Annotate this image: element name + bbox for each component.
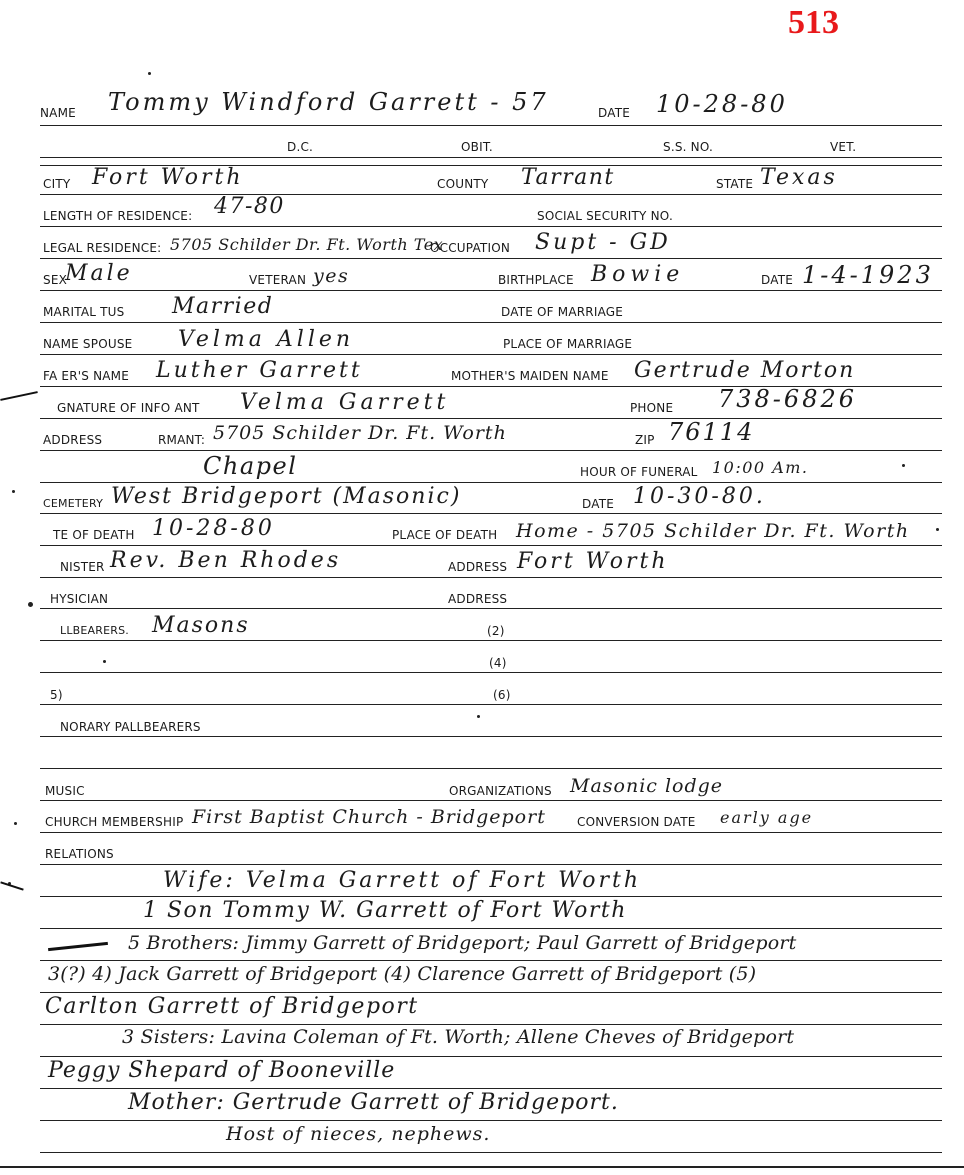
occupation-value: Supt - GD: [535, 230, 671, 255]
relation-line: 3 Sisters: Lavina Coleman of Ft. Worth; Allene Cheves of Bridgeport: [122, 1026, 795, 1048]
zip-value: 76114: [668, 418, 755, 446]
chapel-value: Chapel: [203, 452, 298, 480]
birth-date-label: DATE: [761, 273, 794, 287]
city-label: CITY: [43, 177, 71, 191]
mothers-maiden-name-label: MOTHER'S MAIDEN NAME: [451, 369, 609, 383]
page-number: 513: [788, 4, 839, 41]
spouse-label: NAME SPOUSE: [43, 337, 133, 351]
church-membership-label: CHURCH MEMBERSHIP: [45, 815, 184, 829]
obit-label: OBIT.: [461, 140, 493, 154]
funeral-date-value: 10-30-80.: [633, 484, 766, 509]
conversion-date-label: CONVERSION DATE: [577, 815, 696, 829]
relation-line: Mother: Gertrude Garrett of Bridgeport.: [128, 1090, 619, 1115]
fathers-name-label: FA ER'S NAME: [43, 369, 129, 383]
conversion-date-value: early age: [720, 808, 814, 827]
minister-address-label: ADDRESS: [448, 560, 508, 574]
zip-label: ZIP: [635, 433, 655, 447]
informant-address-value: 5705 Schilder Dr. Ft. Worth: [213, 422, 507, 444]
occupation-label: OCCUPATION: [430, 241, 511, 255]
relations-label: RELATIONS: [45, 847, 114, 861]
ss-no-label: S.S. NO.: [663, 140, 714, 154]
pallbearer-6-label: (6): [493, 688, 511, 702]
sex-value: Male: [65, 261, 133, 286]
relation-line: 1 Son Tommy W. Garrett of Fort Worth: [143, 898, 627, 923]
veteran-label: VETERAN: [249, 273, 307, 287]
marital-status-label: MARITAL TUS: [43, 305, 125, 319]
father-value: Luther Garrett: [156, 358, 363, 383]
informant-label: RMANT:: [158, 433, 206, 447]
honorary-pallbearers-label: NORARY PALLBEARERS: [60, 720, 201, 734]
deceased-name: Tommy Windford Garrett - 57: [108, 88, 549, 116]
pallbearer-2-label: (2): [487, 624, 505, 638]
relation-line: Wife: Velma Garrett of Fort Worth: [163, 868, 642, 893]
phone-label: PHONE: [630, 401, 674, 415]
birthplace-value: Bowie: [591, 262, 685, 287]
name-label: NAME: [40, 106, 76, 120]
vet-label: VET.: [830, 140, 857, 154]
place-of-death-value: Home - 5705 Schilder Dr. Ft. Worth: [516, 520, 910, 542]
state-label: STATE: [716, 177, 754, 191]
funeral-date-label: DATE: [582, 497, 615, 511]
city-value: Fort Worth: [92, 165, 244, 190]
minister-label: NISTER: [60, 560, 105, 574]
relation-line: 5 Brothers: Jimmy Garrett of Bridgeport; Paul Garrett of Bridgeport: [128, 932, 797, 954]
pallbearers-value: Masons: [152, 613, 250, 638]
spouse-value: Velma Allen: [178, 327, 355, 352]
place-of-marriage-label: PLACE OF MARRIAGE: [503, 337, 633, 351]
music-label: MUSIC: [45, 784, 85, 798]
length-of-residence-value: 47-80: [214, 194, 285, 219]
mother-value: Gertrude Morton: [634, 358, 856, 383]
veteran-value: yes: [313, 265, 350, 287]
pallbearer-4-label: (4): [489, 656, 507, 670]
date-label: DATE: [598, 106, 631, 120]
date-of-marriage-label: DATE OF MARRIAGE: [501, 305, 624, 319]
relation-line: 3(?) 4) Jack Garrett of Bridgeport (4) Clarence Garrett of Bridgeport (5): [48, 963, 757, 985]
sex-label: SEX: [43, 273, 68, 287]
relation-line: Peggy Shepard of Booneville: [48, 1058, 396, 1083]
cemetery-label: CEMETERY: [43, 497, 103, 510]
county-label: COUNTY: [437, 177, 489, 191]
informant-signature-label: GNATURE OF INFO ANT: [57, 401, 200, 415]
hour-of-funeral-label: HOUR OF FUNERAL: [580, 465, 698, 479]
physician-address-label: ADDRESS: [448, 592, 508, 606]
county-value: Tarrant: [521, 165, 615, 190]
date-of-death-value: 10-28-80: [152, 516, 275, 541]
organizations-value: Masonic lodge: [570, 775, 724, 797]
address-label: ADDRESS: [43, 433, 103, 447]
birthplace-label: BIRTHPLACE: [498, 273, 574, 287]
cemetery-value: West Bridgeport (Masonic): [111, 484, 462, 509]
church-value: First Baptist Church - Bridgeport: [192, 806, 546, 828]
minister-value: Rev. Ben Rhodes: [110, 548, 342, 573]
organizations-label: ORGANIZATIONS: [449, 784, 552, 798]
informant-signature-value: Velma Garrett: [240, 390, 450, 415]
date-of-death-label: TE OF DEATH: [53, 528, 135, 542]
place-of-death-label: PLACE OF DEATH: [392, 528, 498, 542]
hour-of-funeral-value: 10:00 Am.: [712, 458, 809, 477]
bottom-border: [0, 1166, 964, 1168]
state-value: Texas: [760, 165, 838, 190]
social-security-label: SOCIAL SECURITY NO.: [537, 209, 673, 223]
record-date: 10-28-80: [656, 90, 788, 118]
phone-value: 738-6826: [718, 385, 857, 413]
birth-date-value: 1-4-1923: [802, 261, 934, 289]
legal-residence-value: 5705 Schilder Dr. Ft. Worth Tex: [170, 235, 444, 254]
minister-address-value: Fort Worth: [517, 549, 669, 574]
physician-label: HYSICIAN: [50, 592, 109, 606]
pallbearer-5-label: 5): [50, 688, 63, 702]
legal-residence-label: LEGAL RESIDENCE:: [43, 241, 162, 255]
length-of-residence-label: LENGTH OF RESIDENCE:: [43, 209, 193, 223]
relation-line: Carlton Garrett of Bridgeport: [45, 994, 419, 1019]
marital-status-value: Married: [172, 294, 274, 319]
dc-label: D.C.: [287, 140, 314, 154]
relation-line: Host of nieces, nephews.: [226, 1123, 491, 1145]
pallbearers-label: LLBEARERS.: [60, 624, 129, 637]
